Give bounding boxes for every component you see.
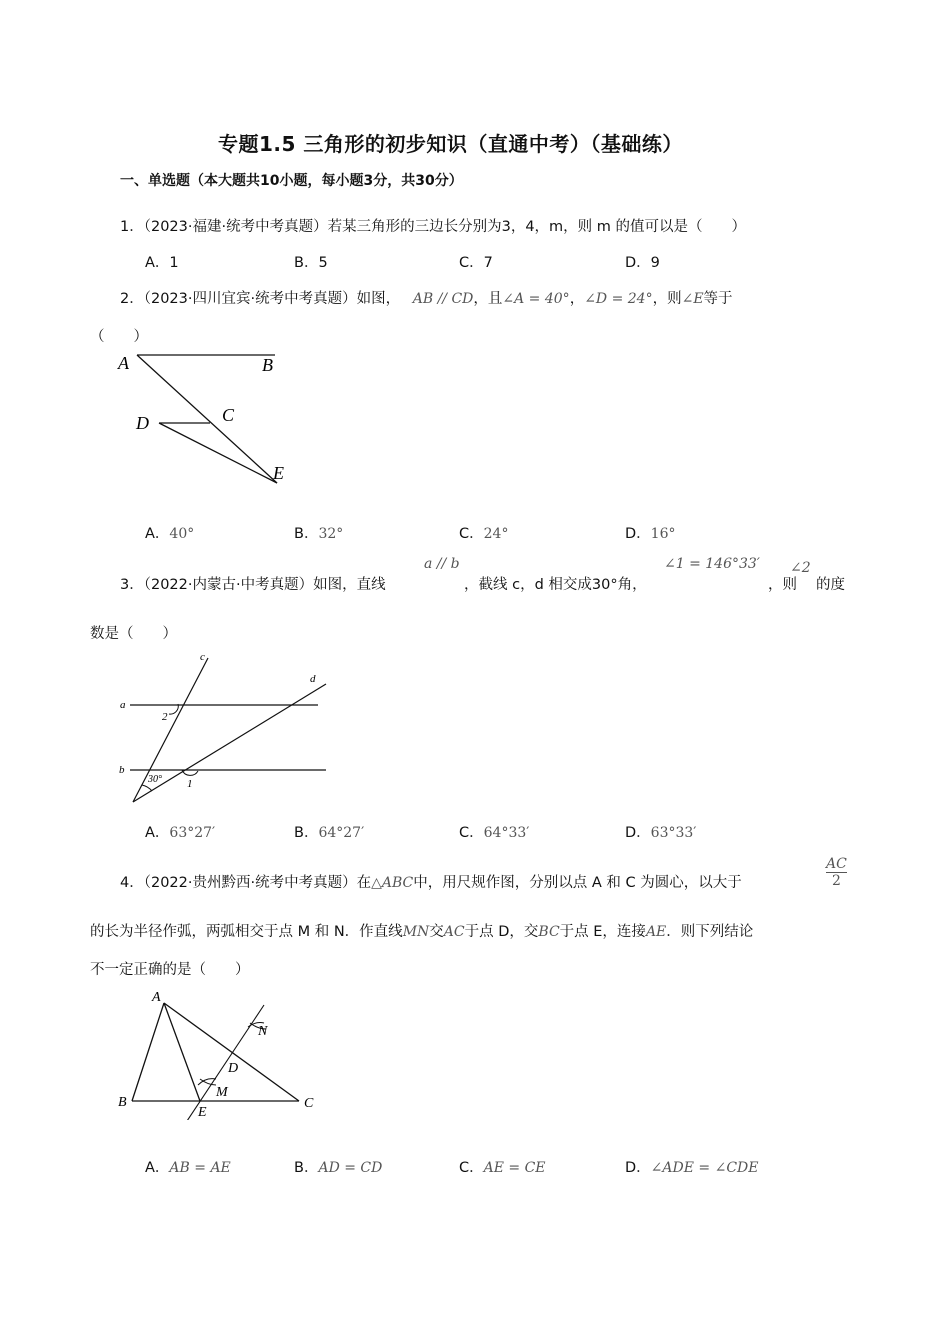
line-de xyxy=(159,423,277,483)
line-ae xyxy=(164,1003,200,1101)
text-fragment: 于点 D，交 xyxy=(464,924,539,940)
question-2-paren: （ ） xyxy=(90,329,148,345)
option-value: 64°33′ xyxy=(483,825,530,841)
line-c xyxy=(133,658,208,802)
text-fragment: ，且 xyxy=(473,291,503,307)
question-source: （2022·贵州黔西·统考中考真题）在 xyxy=(143,875,372,891)
question-source: （2023·四川宜宾·统考中考真题）如图， xyxy=(143,291,401,307)
label-c: C xyxy=(222,405,235,425)
label-a: A xyxy=(152,990,161,1005)
label-b: b xyxy=(119,764,125,776)
text-fragment: ，则 xyxy=(652,291,682,307)
math-ab-parallel-cd: AB // CD xyxy=(412,291,474,307)
option-label: B． xyxy=(294,825,319,841)
option-b[interactable] xyxy=(294,1156,382,1177)
option-b[interactable] xyxy=(294,821,364,842)
math-ac: AC xyxy=(443,924,465,940)
section-heading: 一、单选题（本大题共10小题，每小题3分，共30分） xyxy=(120,173,463,189)
math-mn: MN xyxy=(402,924,430,940)
fraction-denominator: 2 xyxy=(831,873,841,889)
question-4-line2 xyxy=(90,920,753,941)
label-1: 1 xyxy=(187,778,193,790)
option-c[interactable] xyxy=(459,1156,546,1177)
label-30: 30° xyxy=(148,774,162,785)
text-fragment: ．则下列结论 xyxy=(666,924,754,940)
option-value: 32° xyxy=(318,526,344,542)
option-label: D． xyxy=(625,1160,651,1176)
question-4 xyxy=(120,871,742,892)
text-fragment: ，则 xyxy=(768,577,797,593)
option-value: 63°33′ xyxy=(650,825,697,841)
option-label: D． xyxy=(625,825,651,841)
figure-q2 xyxy=(112,345,312,495)
option-label: B． xyxy=(294,526,319,542)
figure-q3 xyxy=(110,648,340,808)
option-a[interactable]: A．1 xyxy=(145,255,179,271)
option-b[interactable] xyxy=(294,522,343,543)
line-ae xyxy=(137,355,277,483)
option-value: 24° xyxy=(483,526,509,542)
math-bc: BC xyxy=(538,924,560,940)
math-angle-1: ∠1 = 146°33′ xyxy=(664,556,760,572)
text-fragment: 中，用尺规作图，分别以点 A 和 C 为圆心，以大于 xyxy=(413,875,742,891)
option-value: AE = CE xyxy=(483,1160,546,1176)
option-label: C． xyxy=(459,1160,484,1176)
text-fragment: ， xyxy=(569,291,585,307)
math-angle-2: ∠2 xyxy=(790,560,811,576)
math-triangle-abc: △ABC xyxy=(371,875,414,891)
option-c[interactable] xyxy=(459,821,529,842)
line-ac xyxy=(164,1003,299,1101)
label-d: d xyxy=(310,673,316,685)
question-3-line2: 数是（ ） xyxy=(90,626,177,642)
label-b: B xyxy=(118,1095,127,1110)
math-a-parallel-b: a // b xyxy=(424,556,460,572)
line-mn xyxy=(187,1005,264,1120)
option-c[interactable]: C．7 xyxy=(459,255,493,271)
option-d[interactable] xyxy=(625,1156,758,1177)
math-angle-e: ∠E xyxy=(681,291,704,307)
question-3 xyxy=(120,573,386,594)
label-n: N xyxy=(258,1024,268,1039)
math-angle-d: ∠D = 24° xyxy=(584,291,653,307)
figure-q4 xyxy=(112,985,332,1120)
question-4-line3: 不一定正确的是（ ） xyxy=(90,962,250,978)
option-label: A． xyxy=(145,526,170,542)
option-label: C． xyxy=(459,526,484,542)
fraction-numerator: AC xyxy=(826,856,847,872)
option-value: AB = AE xyxy=(169,1160,231,1176)
text-fragment: 于点 E，连接 xyxy=(559,924,646,940)
option-label: B． xyxy=(294,1160,319,1176)
option-d[interactable] xyxy=(625,821,696,842)
math-ae: AE xyxy=(645,924,667,940)
option-value: ∠ADE = ∠CDE xyxy=(650,1160,759,1176)
question-number: 3． xyxy=(120,577,144,593)
option-value: 16° xyxy=(650,526,676,542)
question-1 xyxy=(120,215,746,236)
option-label: C． xyxy=(459,825,484,841)
page-title: 专题1.5 三角形的初步知识（直通中考）（基础练） xyxy=(218,132,683,156)
question-text: （2023·福建·统考中考真题）若某三角形的三边长分别为3，4，m，则 m 的值可以是（ ） xyxy=(143,219,747,235)
label-e: E xyxy=(273,463,284,483)
option-value: 64°27′ xyxy=(318,825,365,841)
option-a[interactable] xyxy=(145,821,215,842)
option-label: A． xyxy=(145,825,170,841)
label-d: D xyxy=(228,1061,239,1076)
label-d: D xyxy=(136,413,149,433)
text-fragment: ，截线 c，d 相交成30°角， xyxy=(464,577,647,593)
line-ab xyxy=(132,1003,164,1101)
text-fragment: 的度 xyxy=(816,577,845,593)
question-number: 1． xyxy=(120,219,144,235)
text-fragment: 交 xyxy=(429,924,444,940)
angle-30-arc xyxy=(142,785,152,791)
option-label: D． xyxy=(625,526,651,542)
label-c: C xyxy=(304,1096,314,1111)
math-fraction-ac-over-2 xyxy=(826,856,847,889)
question-source: （2022·内蒙古·中考真题）如图，直线 xyxy=(143,577,386,593)
label-a: a xyxy=(120,699,126,711)
question-number: 4． xyxy=(120,875,144,891)
label-a: A xyxy=(118,353,129,373)
option-value: 63°27′ xyxy=(169,825,216,841)
label-m: M xyxy=(216,1085,228,1100)
question-number: 2． xyxy=(120,291,144,307)
option-b[interactable]: B．5 xyxy=(294,255,328,271)
label-c: c xyxy=(200,651,205,663)
option-value: AD = CD xyxy=(318,1160,383,1176)
question-2 xyxy=(120,287,733,308)
option-a[interactable] xyxy=(145,522,194,543)
math-angle-a: ∠A = 40° xyxy=(502,291,570,307)
option-a[interactable] xyxy=(145,1156,231,1177)
option-d[interactable] xyxy=(625,522,676,543)
text-fragment: 的长为半径作弧，两弧相交于点 M 和 N．作直线 xyxy=(90,924,403,940)
label-b: B xyxy=(262,355,273,375)
label-e: E xyxy=(198,1105,207,1120)
option-label: A． xyxy=(145,1160,170,1176)
option-c[interactable] xyxy=(459,522,508,543)
text-fragment: 等于 xyxy=(703,291,733,307)
option-value: 40° xyxy=(169,526,195,542)
option-d[interactable]: D．9 xyxy=(625,255,660,271)
label-2: 2 xyxy=(162,711,168,723)
